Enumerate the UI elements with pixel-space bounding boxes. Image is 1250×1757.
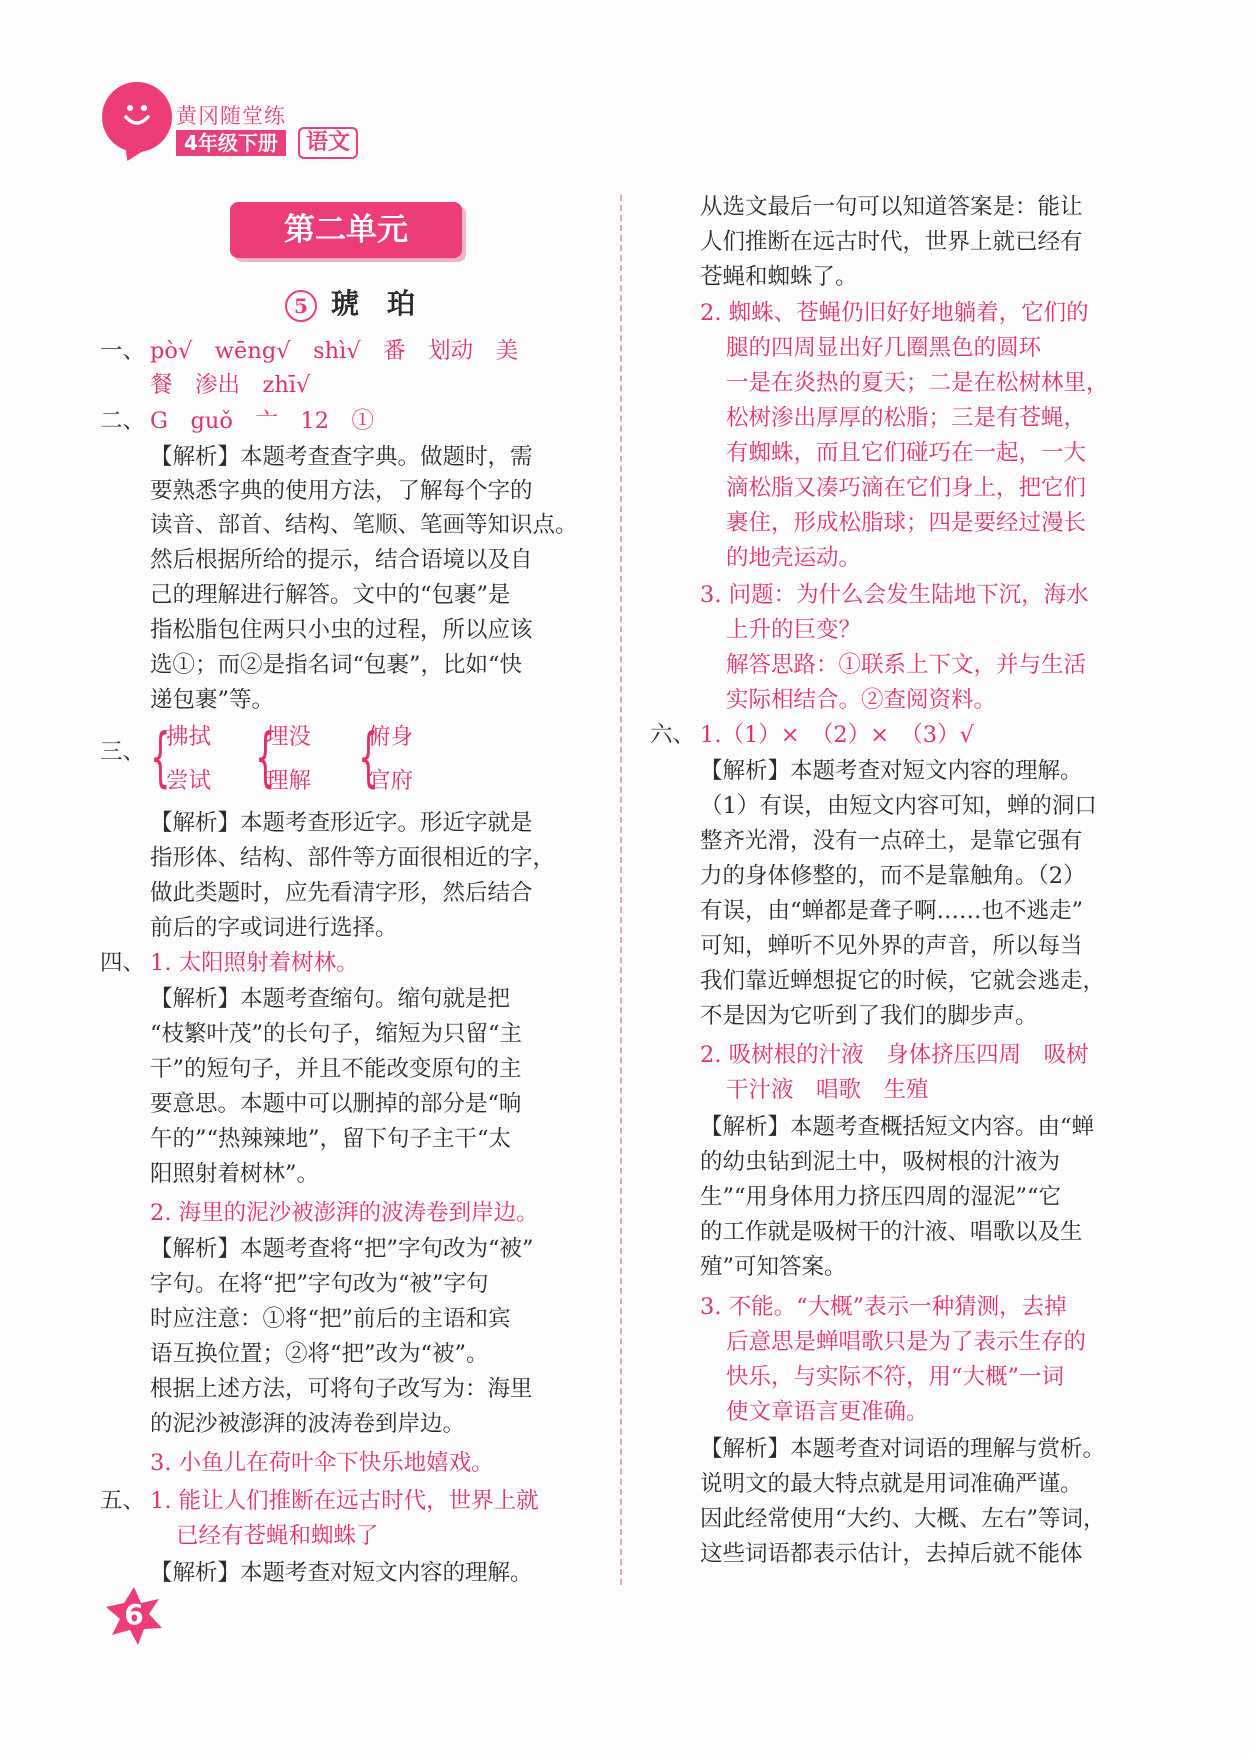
q5-answer-2: 有蜘蛛，而且它们碰巧在一起，一大 [726,440,1087,466]
q5-answer: 已经有苍蝇和蜘蛛了 [176,1523,379,1549]
q6-analysis-line: 力的身体修整的，而不是靠触角。（2） [700,863,1086,889]
q3-word: 尝试 [166,768,212,794]
q5-answer-3: 上升的巨变？ [726,617,862,643]
q6-analysis-line: 这些词语都表示估计，去掉后就不能体 [700,1541,1083,1567]
q3-word: 理解 [266,768,312,794]
q4-analysis-line: 语互换位置；②将“把”改为“被”。 [150,1341,489,1367]
brace-icon: { [358,721,379,795]
q6-analysis-line: 不是因为它听到了我们的脚步声。 [700,1003,1038,1029]
q4-analysis-line: 干”的短句子，并且不能改变原句的主 [150,1056,522,1082]
q1-answer: pò√ wēng√ shì√ 番 划动 美 [150,338,519,364]
q5-answer-3: 3. 问题：为什么会发生陆地下沉，海水 [700,582,1089,608]
q6-answer-3: 快乐，与实际不符，用“大概”一词 [726,1364,1065,1390]
q2-analysis-line: 然后根据所给的提示，结合语境以及自 [150,547,533,573]
q2-analysis-line: 要熟悉字典的使用方法，了解每个字的 [150,478,533,504]
lesson-name: 琥 珀 [331,287,416,320]
brace-icon: { [255,721,276,795]
q6-answer-2: 2. 吸树根的汁液 身体挤压四周 吸树 [700,1042,1089,1068]
q2-analysis-line: 指松脂包住两只小虫的过程，所以应该 [150,617,533,643]
q2-answer: G guǒ 亠 12 ① [150,408,375,434]
q4-answer-2: 2. 海里的泥沙被澎湃的波涛卷到岸边。 [150,1200,539,1226]
q6-answer-2: 干汁液 唱歌 生殖 [726,1077,929,1103]
q2-analysis-line: 【解析】本题考查查字典。做题时，需 [150,444,533,470]
q4-label: 四、 [100,950,146,976]
q5-label: 五、 [100,1488,146,1514]
right-text-line: 从选文最后一句可以知道答案是：能让 [700,194,1083,220]
q3-analysis-line: 指形体、结构、部件等方面很相近的字， [150,845,556,871]
q1-label: 一、 [100,338,146,364]
q4-answer-1: 1. 太阳照射着树林。 [150,950,359,976]
q5-analysis-line: 【解析】本题考查对短文内容的理解。 [150,1560,533,1586]
q6-answer-3: 使文章语言更准确。 [726,1399,929,1425]
q4-analysis-line: 的泥沙被澎湃的波涛卷到岸边。 [150,1411,466,1437]
lesson-number: 5 [285,290,317,322]
q4-answer-3: 3. 小鱼儿在荷叶伞下快乐地嬉戏。 [150,1450,494,1476]
q6-answer-3: 3. 不能。“大概”表示一种猜测，去掉 [700,1294,1067,1320]
q3-word: 官府 [368,768,414,794]
q6-analysis-line: 说明文的最大特点就是用词准确严谨。 [700,1471,1083,1497]
q4-analysis-line: “枝繁叶茂”的长句子，缩短为只留“主 [150,1021,523,1047]
q2-analysis-line: 读音、部首、结构、笔顺、笔画等知识点。 [150,512,578,538]
q6-analysis-line: 整齐光滑，没有一点碎土，是靠它强有 [700,828,1083,854]
q4-analysis-line: 【解析】本题考查将“把”字句改为“被” [150,1236,534,1262]
q5-answer-3: 解答思路：①联系上下文，并与生活 [726,652,1087,678]
series-title: 黄冈随堂练 [176,104,286,128]
q5-answer: 1. 能让人们推断在远古时代，世界上就 [150,1488,539,1514]
q6-label: 六、 [650,722,696,748]
q6-analysis-line: 我们靠近蝉想捉它的时候，它就会逃走， [700,968,1106,994]
q1-answer: 餐 渗出 zhī√ [150,372,311,398]
q6-analysis-line: 因此经常使用“大约、大概、左右”等词， [700,1506,1106,1532]
q3-label: 三、 [100,739,146,765]
q2-analysis-line: 选①；而②是指名词“包裹”，比如“快 [150,652,523,678]
q5-answer-2: 的地壳运动。 [726,545,862,571]
brace-icon: { [150,721,171,795]
q6-analysis-line: 【解析】本题考查对词语的理解与赏析。 [700,1436,1106,1462]
q4-analysis-line: 【解析】本题考查缩句。缩句就是把 [150,986,511,1012]
right-text-line: 苍蝇和蜘蛛了。 [700,264,858,290]
q2-label: 二、 [100,408,146,434]
q6-answer-1: 1.（1）× （2）× （3）√ [700,722,974,748]
q3-word: 埋没 [266,724,312,750]
q4-analysis-line: 根据上述方法，可将句子改写为：海里 [150,1376,533,1402]
q3-analysis-line: 【解析】本题考查形近字。形近字就是 [150,810,533,836]
q6-analysis-line: 【解析】本题考查概括短文内容。由“蝉 [700,1114,1095,1140]
q6-analysis-line: 生”“用身体用力挤压四周的湿泥”“它 [700,1184,1062,1210]
page-number-badge [102,1583,166,1647]
q6-analysis-line: 的工作就是吸树干的汁液、唱歌以及生 [700,1219,1083,1245]
q4-analysis-line: 午的”“热辣辣地”，留下句子主干“太 [150,1126,512,1152]
q5-answer-2: 松树渗出厚厚的松脂；三是有苍蝇， [726,405,1087,431]
lesson-title [285,282,415,322]
q6-analysis-line: 殖”可知答案。 [700,1254,847,1280]
page-number: 6 [124,1598,144,1631]
q3-analysis-line: 前后的字或词进行选择。 [150,915,398,941]
q6-analysis-line: 有误，由“蝉都是聋子啊……也不逃走” [700,898,1084,924]
unit-title: 第二单元 [230,202,462,258]
q4-analysis-line: 时应注意：①将“把”前后的主语和宾 [150,1306,511,1332]
q4-analysis-line: 阳照射着树林”。 [150,1161,320,1187]
q5-answer-2: 2. 蜘蛛、苍蝇仍旧好好地躺着，它们的 [700,300,1089,326]
grade-label: 4年级下册 [176,130,286,156]
q6-answer-3: 后意思是蝉唱歌只是为了表示生存的 [726,1329,1087,1355]
q5-answer-3: 实际相结合。②查阅资料。 [726,687,997,713]
q2-analysis-line: 递包裹”等。 [150,687,275,713]
q6-analysis-line: 的幼虫钻到泥土中，吸树根的汁液为 [700,1149,1061,1175]
q6-analysis-line: （1）有误，由短文内容可知，蝉的洞口 [700,793,1097,819]
q6-analysis-line: 可知，蝉听不见外界的声音，所以每当 [700,933,1083,959]
q3-analysis-line: 做此类题时，应先看清字形，然后结合 [150,880,533,906]
q3-word: 俯身 [368,724,414,750]
column-divider [620,195,622,1585]
q2-analysis-line: 己的理解进行解答。文中的“包裹”是 [150,582,511,608]
q3-word: 拂拭 [166,724,212,750]
right-text-line: 人们推断在远古时代，世界上就已经有 [700,229,1083,255]
subject-label: 语文 [298,127,358,159]
smiley-icon [116,93,158,135]
q6-analysis-line: 【解析】本题考查对短文内容的理解。 [700,758,1083,784]
q5-answer-2: 一是在炎热的夏天；二是在松树林里， [726,370,1109,396]
q5-answer-2: 滴松脂又凑巧滴在它们身上，把它们 [726,475,1087,501]
q5-answer-2: 腿的四周显出好几圈黑色的圆环 [726,335,1042,361]
q5-answer-2: 裹住，形成松脂球；四是要经过漫长 [726,510,1087,536]
q4-analysis-line: 字句。在将“把”字句改为“被”字句 [150,1271,489,1297]
q4-analysis-line: 要意思。本题中可以删掉的部分是“晌 [150,1091,522,1117]
